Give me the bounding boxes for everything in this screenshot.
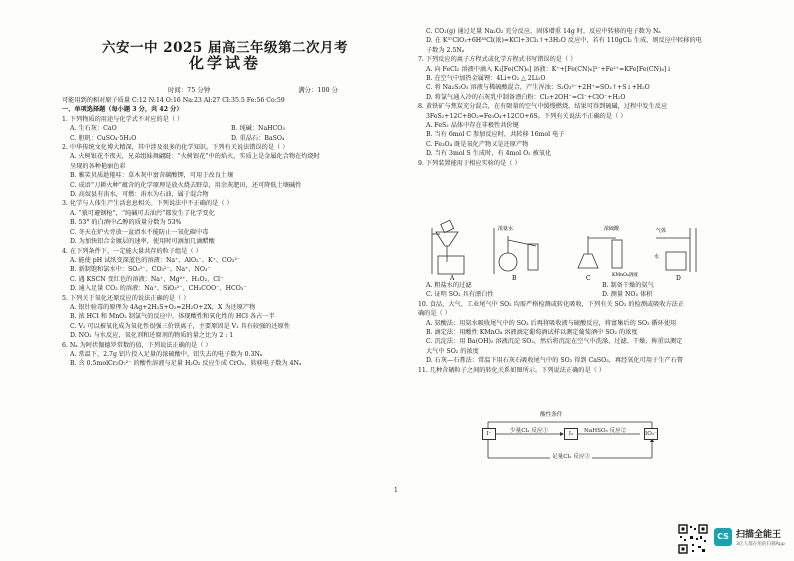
right-column — [418, 27, 778, 168]
right-column-lower — [418, 281, 778, 375]
right-column-line: A. FeS₂ 晶体中存在非极性共价键 — [426, 122, 519, 130]
right-column-line: 9. 下列装置能用于相应实验的是（ ） — [418, 159, 521, 167]
left-column-line: A. 能使 pH 试纸变深蓝色的溶液：Na⁺、AlO₂⁻、K⁺、CO₃²⁻ — [70, 256, 241, 264]
left-column-line: 一、单项选择题（每小题 3 分，共 42 分） — [62, 106, 183, 114]
left-column-line: C. 遇 KSCN 变红色的溶液：Na⁺、Mg²⁺、H₂O₂、Cl⁻ — [70, 275, 224, 283]
camscanner-logo: CS — [714, 528, 732, 546]
fig-label-c: C — [586, 275, 591, 280]
option-text: A. 粗盐水的过滤 — [426, 282, 472, 289]
left-column-line: 呈现的各种艳丽色彩 — [70, 162, 126, 170]
left-column-line: B. 含 0.5molCr₂O₇²⁻ 的酸性溶液与足量 H₂O₂ 反应生成 CrO₅，转移电子数为 4Nₐ — [70, 360, 302, 368]
right-column-line: B. 当有 6mol C 参加反应时，共转移 16mol 电子 — [426, 131, 565, 139]
right-column-lower-line: 确的是（ ） — [418, 310, 451, 318]
left-column-line: C. 冬天在炉火旁放一盆清水不能防止一氧化碳中毒 — [70, 228, 209, 236]
option-text: D. 重晶石：BaSO₄ — [231, 134, 285, 142]
option-text: A. 生石灰：CaO — [70, 125, 117, 133]
right-column-line: D. 在 K³⁷ClO₃+6H³⁵Cl(浓)=KCl+3Cl₂↑+3H₂O 反应中，若有 110gCl₂ 生成，则反应中转移的电 — [426, 37, 702, 45]
label-water: 水 — [654, 254, 660, 260]
right-column-lower-line: A. 氨酸法：用氨水吸收尾气中的 SO₂ 后再将吸收液与硫酸反应，将富集后的 SO₂ 循环使用 — [426, 319, 677, 327]
left-column — [62, 96, 392, 369]
right-column-lower-line: C. 沉淀法：用 Ba(OH)₂ 溶液沉淀 SO₂，然后将沉淀在空气中洗涤、过滤、干燥、称重以测定 — [426, 338, 683, 346]
camscanner-name: 扫描全能王 — [736, 530, 782, 540]
exam-score: 满分：100 分 — [298, 86, 338, 94]
q11-conversion-diagram — [480, 410, 670, 468]
right-column-line: 子数为 2.5Nₐ — [426, 46, 465, 54]
left-column-line: C. V₂ 可以被氧化成为氧化性很强三价铁离子，主要原因是 V₂ 具有较强的还原性 — [70, 322, 291, 330]
right-column-lower-line: 10. 食品、大气、工业尾气中 SO₂ 均需严格检测或转化吸收，下列有关 SO₂ 的检测或吸收方法正 — [418, 300, 685, 308]
q9-apparatus-figure — [428, 218, 728, 280]
right-column-line: 8. 黄铁矿与焦炭充分混合，在有限量的空气中缓慢燃烧，结果可得到硫磺，过程中发生反应 — [418, 103, 668, 111]
right-column-lower-line: B. 滴定法：用酸性 KMnO₄ 溶液滴定葡萄酒试样以测定葡萄酒中 SO₂ 的浓度 — [426, 329, 638, 337]
apparatus-b-ammonia — [494, 225, 538, 274]
box-iodine: I₂ — [564, 428, 578, 440]
qr-code-icon — [678, 524, 708, 554]
q11-top-label: 酸性条件 — [540, 412, 563, 418]
label-sulfuric-acid: 浓硫酸 — [604, 226, 620, 232]
option-text: B. 纯碱：NaHCO₃ — [231, 125, 285, 133]
q11-reaction-2: NaHSO₃ 反应② — [584, 428, 627, 434]
right-column-line: A. 向 FeCl₂ 溶液中滴入 K₃[Fe(CN)₆] 溶液：K⁺+[Fe(CN)₆]³⁻+Fe²⁺=KFe[Fe(CN)₆]↓ — [426, 65, 672, 73]
exam-meta — [168, 85, 338, 94]
option-text: C. 证明 SO₂ 具有漂白性 — [426, 291, 494, 299]
right-column-lower-line: 11. 几种含硒粒子之间的转化关系如图所示。下列说法正确的是（ ） — [418, 366, 606, 374]
page-number: 1 — [394, 487, 398, 494]
exam-title: 六安一中 2025 届高三年级第二次月考 — [102, 40, 348, 56]
left-column-line: B. 53° 的白酒中乙醇的质量分数为 53% — [70, 219, 182, 227]
box-iodate: IO₃⁻ — [644, 428, 658, 440]
option-text: C. 胆矾：CuSO₄·5H₂O — [70, 134, 137, 142]
left-column-line: 6. Nₐ 为阿伏伽德罗常数的值，下列说法正确的是（ ） — [62, 341, 212, 349]
left-column-line: B. 新制饱和氯水中：SO₃²⁻、CO₃²⁻、Na⁺、NO₃⁻ — [70, 266, 211, 274]
right-column-line: 3FeS₂+12C+8O₂=Fe₃O₄+12CO+6S。下列有关说法不正确的是（ ） — [426, 112, 627, 120]
label-gas: 气体 — [656, 228, 667, 234]
right-column-line: D. 当有 3mol S 生成时，有 4mol O₂ 被氧化 — [426, 150, 552, 158]
apparatus-d-measure — [654, 227, 696, 272]
option-text: D. 测量 NO₂ 体积 — [602, 291, 653, 299]
left-column-line: D. 通入足量 CO₂ 的溶液：Na⁺、SiO₃²⁻、CH₃COO⁻、HCO₃⁻ — [70, 285, 247, 293]
left-column-line: 3. 化学与人体生产生活息息相关。下列说法中不正确的是（ ） — [62, 200, 233, 208]
apparatus-a-filter — [432, 220, 464, 274]
right-column-line: C. 将 Na₂S₂O₃ 溶液与稀硫酸混合，产生浑浊：S₂O₃²⁻+2H⁺=SO₂↑+S↓+H₂O — [426, 84, 650, 92]
left-column-line: C. 成语“刀耕火种”蕴含的化学原理是放火烧去野草，用余灰肥田，还可降低土壤碱性 — [70, 181, 302, 189]
left-column-line: 4. 在下列条件下，一定能大量共存的粒子组是（ ） — [62, 247, 202, 255]
left-column-line: A. 银针验毒的原理为 4Ag+2H₂S+O₂=2H₂O+2X，X 为还原产物 — [70, 303, 256, 311]
left-column-line: 可能用到的相对原子质量 C:12 N:14 O:16 Na:23 Al:27 Cl:35.5 Fe:56 Co:59 — [62, 97, 285, 104]
right-column-line: C. Fe₃O₄ 既是氧化产物又是还原产物 — [426, 140, 529, 148]
box-iodide: I⁻ — [482, 428, 496, 440]
fig-label-a: A — [450, 275, 455, 280]
right-column-line: C. CO₂(g) 通过足量 Na₂O₂ 充分反应，固体增重 14g 时，反应中转移的电子数为 Nₐ — [426, 28, 661, 35]
left-column-line: B. 浓 HCl 和 MnO₂ 制氯气的反应中，体现酸性和氧化性的 HCl 各占一半 — [70, 313, 275, 321]
left-column-line — [62, 134, 392, 143]
left-column-line — [62, 124, 392, 133]
left-column-line: A. “狼可避钢枪”，“纯碱可去油污”都发生了化学变化 — [70, 209, 215, 217]
label-concentrated-ammonia: 浓氨水 — [498, 226, 514, 232]
fig-label-b: B — [512, 275, 517, 280]
option-text: B. 制备干燥的氨气 — [602, 282, 654, 289]
camscanner-tagline: 3亿人都在用的扫描App — [736, 542, 785, 547]
left-column-line: 1. 下列物质的用途与化学式不对应的是（ ） — [62, 115, 184, 123]
q11-reaction-3: 足量Cl₂ 反应③ — [552, 454, 591, 460]
right-column-line: D. 将氯气通入冷的石灰乳中制备漂白粉：Cl₂+2OH⁻=Cl⁻+ClO⁻+H₂O — [426, 93, 626, 101]
right-column-lower-line: D. 石灰—石膏法：常温下用石灰石吸收尾气中的 SO₂ 得到 CaSO₃，再经氧化可用于生产石膏 — [426, 357, 683, 365]
exam-time: 时间：75 分钟 — [168, 86, 211, 94]
left-column-line: A. 常温下，2.7g 铝片投入足量的浓硫酸中，铝失去的电子数为 0.3Nₐ — [70, 350, 263, 358]
left-column-line: D. 为加快铝合金镀层的速率，使用时可滴加几滴醋酸 — [70, 238, 215, 246]
left-column-line: D. NO₂ 与水反应，氧化剂和还原剂的物质的量之比为 2 : 1 — [70, 332, 234, 340]
left-column-line: B. 雅笑贝质趁倦哇：草木灰中富含碳酸钾，可用于改良土壤 — [70, 172, 234, 180]
right-column-lower-line: 大气中 SO₂ 的浓度 — [426, 347, 479, 355]
left-column-line: 2. 中华传统文化博大精深，其中涉及很多的化学知识。下列有关说法错误的是（ ） — [62, 144, 289, 152]
label-kmno4: KMnO₄溶液 — [612, 273, 638, 278]
right-column-lower-line — [418, 281, 778, 290]
apparatus-c-so2 — [578, 225, 638, 278]
exam-subject: 化学试卷 — [188, 54, 261, 72]
right-column-line: 7. 下列反应的离子方程式或化学方程式书写错误的是（ ） — [418, 56, 577, 64]
q11-reaction-1: 少量Cl₂ 反应① — [510, 428, 549, 434]
left-column-line: D. 高奴县有洧水，可燃：洧水为石油，属于混合物 — [70, 191, 209, 199]
left-column-line: A. 火树银花不夜天，兄弟组妹舞翩跹：“火树银花”中的焰火，实质上是金属化合物在灼烧时 — [70, 153, 320, 161]
left-column-line: 5. 下列关于氧化还原反应的说法正确的是（ ） — [62, 294, 190, 302]
right-column-lower-line — [418, 290, 778, 299]
right-column-line: B. 在空气中加热金属锂：4Li+O₂ △ 2Li₂O — [426, 75, 546, 83]
fig-label-d: D — [676, 275, 681, 280]
